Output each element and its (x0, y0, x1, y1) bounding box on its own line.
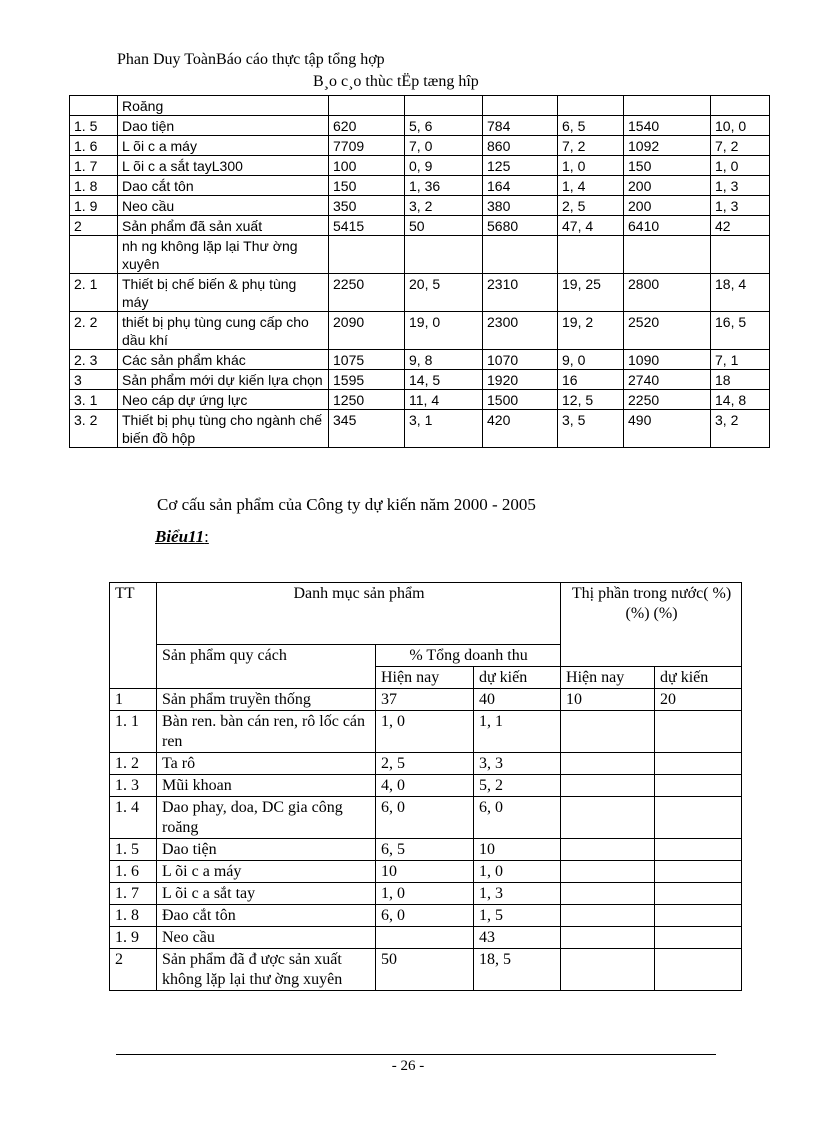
table-cell (655, 775, 742, 797)
footer-rule (116, 1054, 716, 1055)
table-cell: 19, 0 (405, 312, 483, 350)
table-cell: Các sản phẩm khác (118, 350, 329, 370)
table-cell: 6, 0 (474, 797, 561, 839)
table-cell (561, 861, 655, 883)
table-cell: 380 (483, 196, 558, 216)
table-row (110, 711, 742, 753)
table-row (110, 753, 742, 775)
table-cell: 420 (483, 410, 558, 448)
table-cell: 3. 1 (70, 390, 118, 410)
table-cell: 3, 3 (474, 753, 561, 775)
table-cell (376, 927, 474, 949)
table-cell: 3, 2 (711, 410, 770, 448)
header-hien-nay: Hiện nay (376, 667, 474, 689)
table-cell: 16, 5 (711, 312, 770, 350)
table-cell: Neo cầu (118, 196, 329, 216)
table-cell: Dao tiện (157, 839, 376, 861)
table-cell: L õi c a máy (157, 861, 376, 883)
table-cell: 2. 3 (70, 350, 118, 370)
table-cell: 7, 0 (405, 136, 483, 156)
table-cell: 9, 8 (405, 350, 483, 370)
table-row (70, 176, 770, 196)
table-cell: 2310 (483, 274, 558, 312)
table-cell (655, 711, 742, 753)
table-cell (655, 927, 742, 949)
table-cell: 1, 36 (405, 176, 483, 196)
table-cell (561, 753, 655, 775)
table-cell: 1920 (483, 370, 558, 390)
table-cell (561, 775, 655, 797)
table-cell (405, 96, 483, 116)
table-cell: 5, 6 (405, 116, 483, 136)
table-cell: 6, 5 (558, 116, 624, 136)
table-label (155, 527, 209, 547)
table-cell: 43 (474, 927, 561, 949)
table-cell: 1090 (624, 350, 711, 370)
table-cell (483, 236, 558, 274)
header-thi-phan: Thị phần trong nước( %)(%) (%) (561, 583, 742, 667)
table-cell (711, 236, 770, 274)
table-cell (655, 797, 742, 839)
header-du-kien: dự kiến (474, 667, 561, 689)
table-cell: 1540 (624, 116, 711, 136)
table-row (70, 96, 770, 116)
table-cell: 1500 (483, 390, 558, 410)
page-number: - 26 - (391, 1058, 425, 1074)
table-cell: 1, 0 (376, 711, 474, 753)
table-cell: Dao tiện (118, 116, 329, 136)
table-cell (329, 236, 405, 274)
table-cell: Roăng (118, 96, 329, 116)
table-cell (70, 236, 118, 274)
table-cell: 5, 2 (474, 775, 561, 797)
table-cell: 1. 6 (70, 136, 118, 156)
table-row (70, 136, 770, 156)
table-cell: 1595 (329, 370, 405, 390)
table-cell: 620 (329, 116, 405, 136)
table-cell (655, 861, 742, 883)
table-cell: 7, 2 (711, 136, 770, 156)
table-cell: 50 (376, 949, 474, 991)
table-cell: 19, 2 (558, 312, 624, 350)
table-cell: nh ng không lặp lại Thư ờng xuyên (118, 236, 329, 274)
table-cell: 1250 (329, 390, 405, 410)
table-cell: 1, 0 (376, 883, 474, 905)
table-cell: 10, 0 (711, 116, 770, 136)
table-cell: 3, 1 (405, 410, 483, 448)
table-cell: 1, 5 (474, 905, 561, 927)
table-cell: 1. 4 (110, 797, 157, 839)
table-cell: 1. 3 (110, 775, 157, 797)
table-cell: Sản phẩm truyền thống (157, 689, 376, 711)
table-cell: 2, 5 (376, 753, 474, 775)
table-cell: 200 (624, 176, 711, 196)
table-cell: 19, 25 (558, 274, 624, 312)
table-cell: 1 (110, 689, 157, 711)
table-cell (558, 236, 624, 274)
table-cell: 3, 2 (405, 196, 483, 216)
table-cell: L õi c a sắt tay (157, 883, 376, 905)
table-row (110, 839, 742, 861)
table-cell (655, 883, 742, 905)
table-cell: 200 (624, 196, 711, 216)
table-row (110, 689, 742, 711)
table-cell: Sản phẩm đã đ ược sản xuất không lặp lại thư ờng xuyên (157, 949, 376, 991)
table-cell: 12, 5 (558, 390, 624, 410)
table-cell: 42 (711, 216, 770, 236)
table-cell: 490 (624, 410, 711, 448)
table-cell: 2800 (624, 274, 711, 312)
table-cell (405, 236, 483, 274)
table-cell: 860 (483, 136, 558, 156)
product-structure-table (109, 582, 742, 991)
table-cell: 0, 9 (405, 156, 483, 176)
table-cell (655, 905, 742, 927)
table-cell: Mũi khoan (157, 775, 376, 797)
table-cell: 1, 3 (474, 883, 561, 905)
table-cell: Neo cầu (157, 927, 376, 949)
table-cell: 1. 8 (110, 905, 157, 927)
table-cell: 1, 0 (474, 861, 561, 883)
table-cell: 9, 0 (558, 350, 624, 370)
table-cell: 37 (376, 689, 474, 711)
table-row (110, 949, 742, 991)
table-cell: 47, 4 (558, 216, 624, 236)
table-row (110, 861, 742, 883)
table-label-colon: : (204, 527, 209, 546)
table-cell: 20, 5 (405, 274, 483, 312)
table-cell: 1, 3 (711, 176, 770, 196)
table-cell (561, 949, 655, 991)
table-row (70, 312, 770, 350)
table-cell: Dao cắt tôn (118, 176, 329, 196)
table-cell: 2 (70, 216, 118, 236)
table-cell (655, 949, 742, 991)
table-cell: 2300 (483, 312, 558, 350)
table-cell: 7, 2 (558, 136, 624, 156)
table-cell: 18 (711, 370, 770, 390)
table-cell: 1092 (624, 136, 711, 156)
table-cell: 1, 0 (711, 156, 770, 176)
table-row (110, 905, 742, 927)
table-cell: 1, 1 (474, 711, 561, 753)
header-san-pham-quy-cach: Sản phẩm quy cách (157, 645, 376, 689)
table-row (70, 116, 770, 136)
table-cell: 4, 0 (376, 775, 474, 797)
table-cell: 1070 (483, 350, 558, 370)
table-cell: 16 (558, 370, 624, 390)
table-cell: 1. 9 (70, 196, 118, 216)
table-cell: 18, 4 (711, 274, 770, 312)
table-cell: 5415 (329, 216, 405, 236)
table-cell (561, 839, 655, 861)
table-cell: 1075 (329, 350, 405, 370)
table-cell: 5680 (483, 216, 558, 236)
table-cell: 345 (329, 410, 405, 448)
table-caption: Cơ cấu sản phẩm của Công ty dự kiến năm 2000 - 2005 (157, 495, 536, 514)
product-revenue-table (69, 95, 770, 448)
header-tt: TT (110, 583, 157, 689)
table-cell: 14, 8 (711, 390, 770, 410)
table-cell: 1. 7 (110, 883, 157, 905)
table-cell: 784 (483, 116, 558, 136)
table-cell (561, 797, 655, 839)
table-cell: 14, 5 (405, 370, 483, 390)
table-cell (70, 96, 118, 116)
table-cell (655, 753, 742, 775)
table-cell: 2250 (329, 274, 405, 312)
table-cell: 40 (474, 689, 561, 711)
table-cell: 1, 3 (711, 196, 770, 216)
table-cell (483, 96, 558, 116)
table-cell: 1. 5 (110, 839, 157, 861)
table-cell (329, 96, 405, 116)
table-cell: L õi c a máy (118, 136, 329, 156)
table-cell: Bàn ren. bàn cán ren, rô lốc cán ren (157, 711, 376, 753)
table-cell: 1, 0 (558, 156, 624, 176)
table-label-text: Biểu11 (155, 527, 205, 546)
header-hien-nay-market: Hiện nay (561, 667, 655, 689)
table-cell: 20 (655, 689, 742, 711)
table-cell (561, 927, 655, 949)
table-row (70, 370, 770, 390)
table-cell: 3, 5 (558, 410, 624, 448)
table-cell: 11, 4 (405, 390, 483, 410)
table-cell: 7709 (329, 136, 405, 156)
table-cell (561, 883, 655, 905)
table-cell (561, 711, 655, 753)
header-du-kien-market: dự kiến (655, 667, 742, 689)
table-cell: 2. 1 (70, 274, 118, 312)
table-row (70, 390, 770, 410)
table-cell: 10 (474, 839, 561, 861)
table-cell: 164 (483, 176, 558, 196)
table-cell: 2 (110, 949, 157, 991)
table-row (70, 196, 770, 216)
header-danh-muc: Danh mục sản phẩm (157, 583, 561, 645)
table-cell (711, 96, 770, 116)
table-cell: thiết bị phụ tùng cung cấp cho dầu khí (118, 312, 329, 350)
header-tong-doanh-thu: % Tổng doanh thu (376, 645, 561, 667)
table-cell: 1. 7 (70, 156, 118, 176)
table-cell (561, 905, 655, 927)
table-cell: 1. 8 (70, 176, 118, 196)
table-cell: 350 (329, 196, 405, 216)
header-legacy-encoded-title: B¸o c¸o thùc tËp tæng hîp (313, 73, 479, 90)
table-cell: 6, 0 (376, 797, 474, 839)
table-cell: 1. 5 (70, 116, 118, 136)
table-cell: 50 (405, 216, 483, 236)
table-cell: Neo cáp dự ứng lực (118, 390, 329, 410)
table-row (70, 410, 770, 448)
table-cell: 125 (483, 156, 558, 176)
table-row (70, 216, 770, 236)
table-cell: 6, 5 (376, 839, 474, 861)
table-row (70, 350, 770, 370)
table-cell: 2090 (329, 312, 405, 350)
table-cell: 2520 (624, 312, 711, 350)
table-cell: Dao phay, doa, DC gia công roăng (157, 797, 376, 839)
table-cell: 1. 2 (110, 753, 157, 775)
table-cell: Sản phẩm đã sản xuất (118, 216, 329, 236)
table-cell: 2740 (624, 370, 711, 390)
table-cell: 10 (376, 861, 474, 883)
table-row (110, 775, 742, 797)
table-cell: 1. 6 (110, 861, 157, 883)
table-cell: 1. 1 (110, 711, 157, 753)
table-cell (624, 96, 711, 116)
table-row (70, 236, 770, 274)
table-row (110, 927, 742, 949)
table-cell (624, 236, 711, 274)
table-row (110, 797, 742, 839)
table-cell: Thiết bị chế biến & phụ tùng máy (118, 274, 329, 312)
table-cell: 18, 5 (474, 949, 561, 991)
table-cell: Sản phẩm mới dự kiến lựa chọn (118, 370, 329, 390)
table-cell: L õi c a sắt tayL300 (118, 156, 329, 176)
table-cell (655, 839, 742, 861)
table-cell: 6410 (624, 216, 711, 236)
table-cell: 100 (329, 156, 405, 176)
table-cell: 7, 1 (711, 350, 770, 370)
table-cell: 1, 4 (558, 176, 624, 196)
table-cell: Ta rô (157, 753, 376, 775)
table-cell: 150 (329, 176, 405, 196)
table-cell: 1. 9 (110, 927, 157, 949)
table-row (70, 274, 770, 312)
table-cell (558, 96, 624, 116)
table-cell: 2. 2 (70, 312, 118, 350)
table-cell: 3. 2 (70, 410, 118, 448)
table-cell: Đao cắt tôn (157, 905, 376, 927)
header-author-title: Phan Duy ToànBáo cáo thực tập tổng hợp (117, 51, 385, 68)
table-cell: 2, 5 (558, 196, 624, 216)
table-cell: 10 (561, 689, 655, 711)
table-cell: 2250 (624, 390, 711, 410)
table-cell: 3 (70, 370, 118, 390)
table-cell: 150 (624, 156, 711, 176)
table-cell: 6, 0 (376, 905, 474, 927)
table-row (70, 156, 770, 176)
table-row (110, 883, 742, 905)
table-cell: Thiết bị phụ tùng cho ngành chế biến đồ hộp (118, 410, 329, 448)
